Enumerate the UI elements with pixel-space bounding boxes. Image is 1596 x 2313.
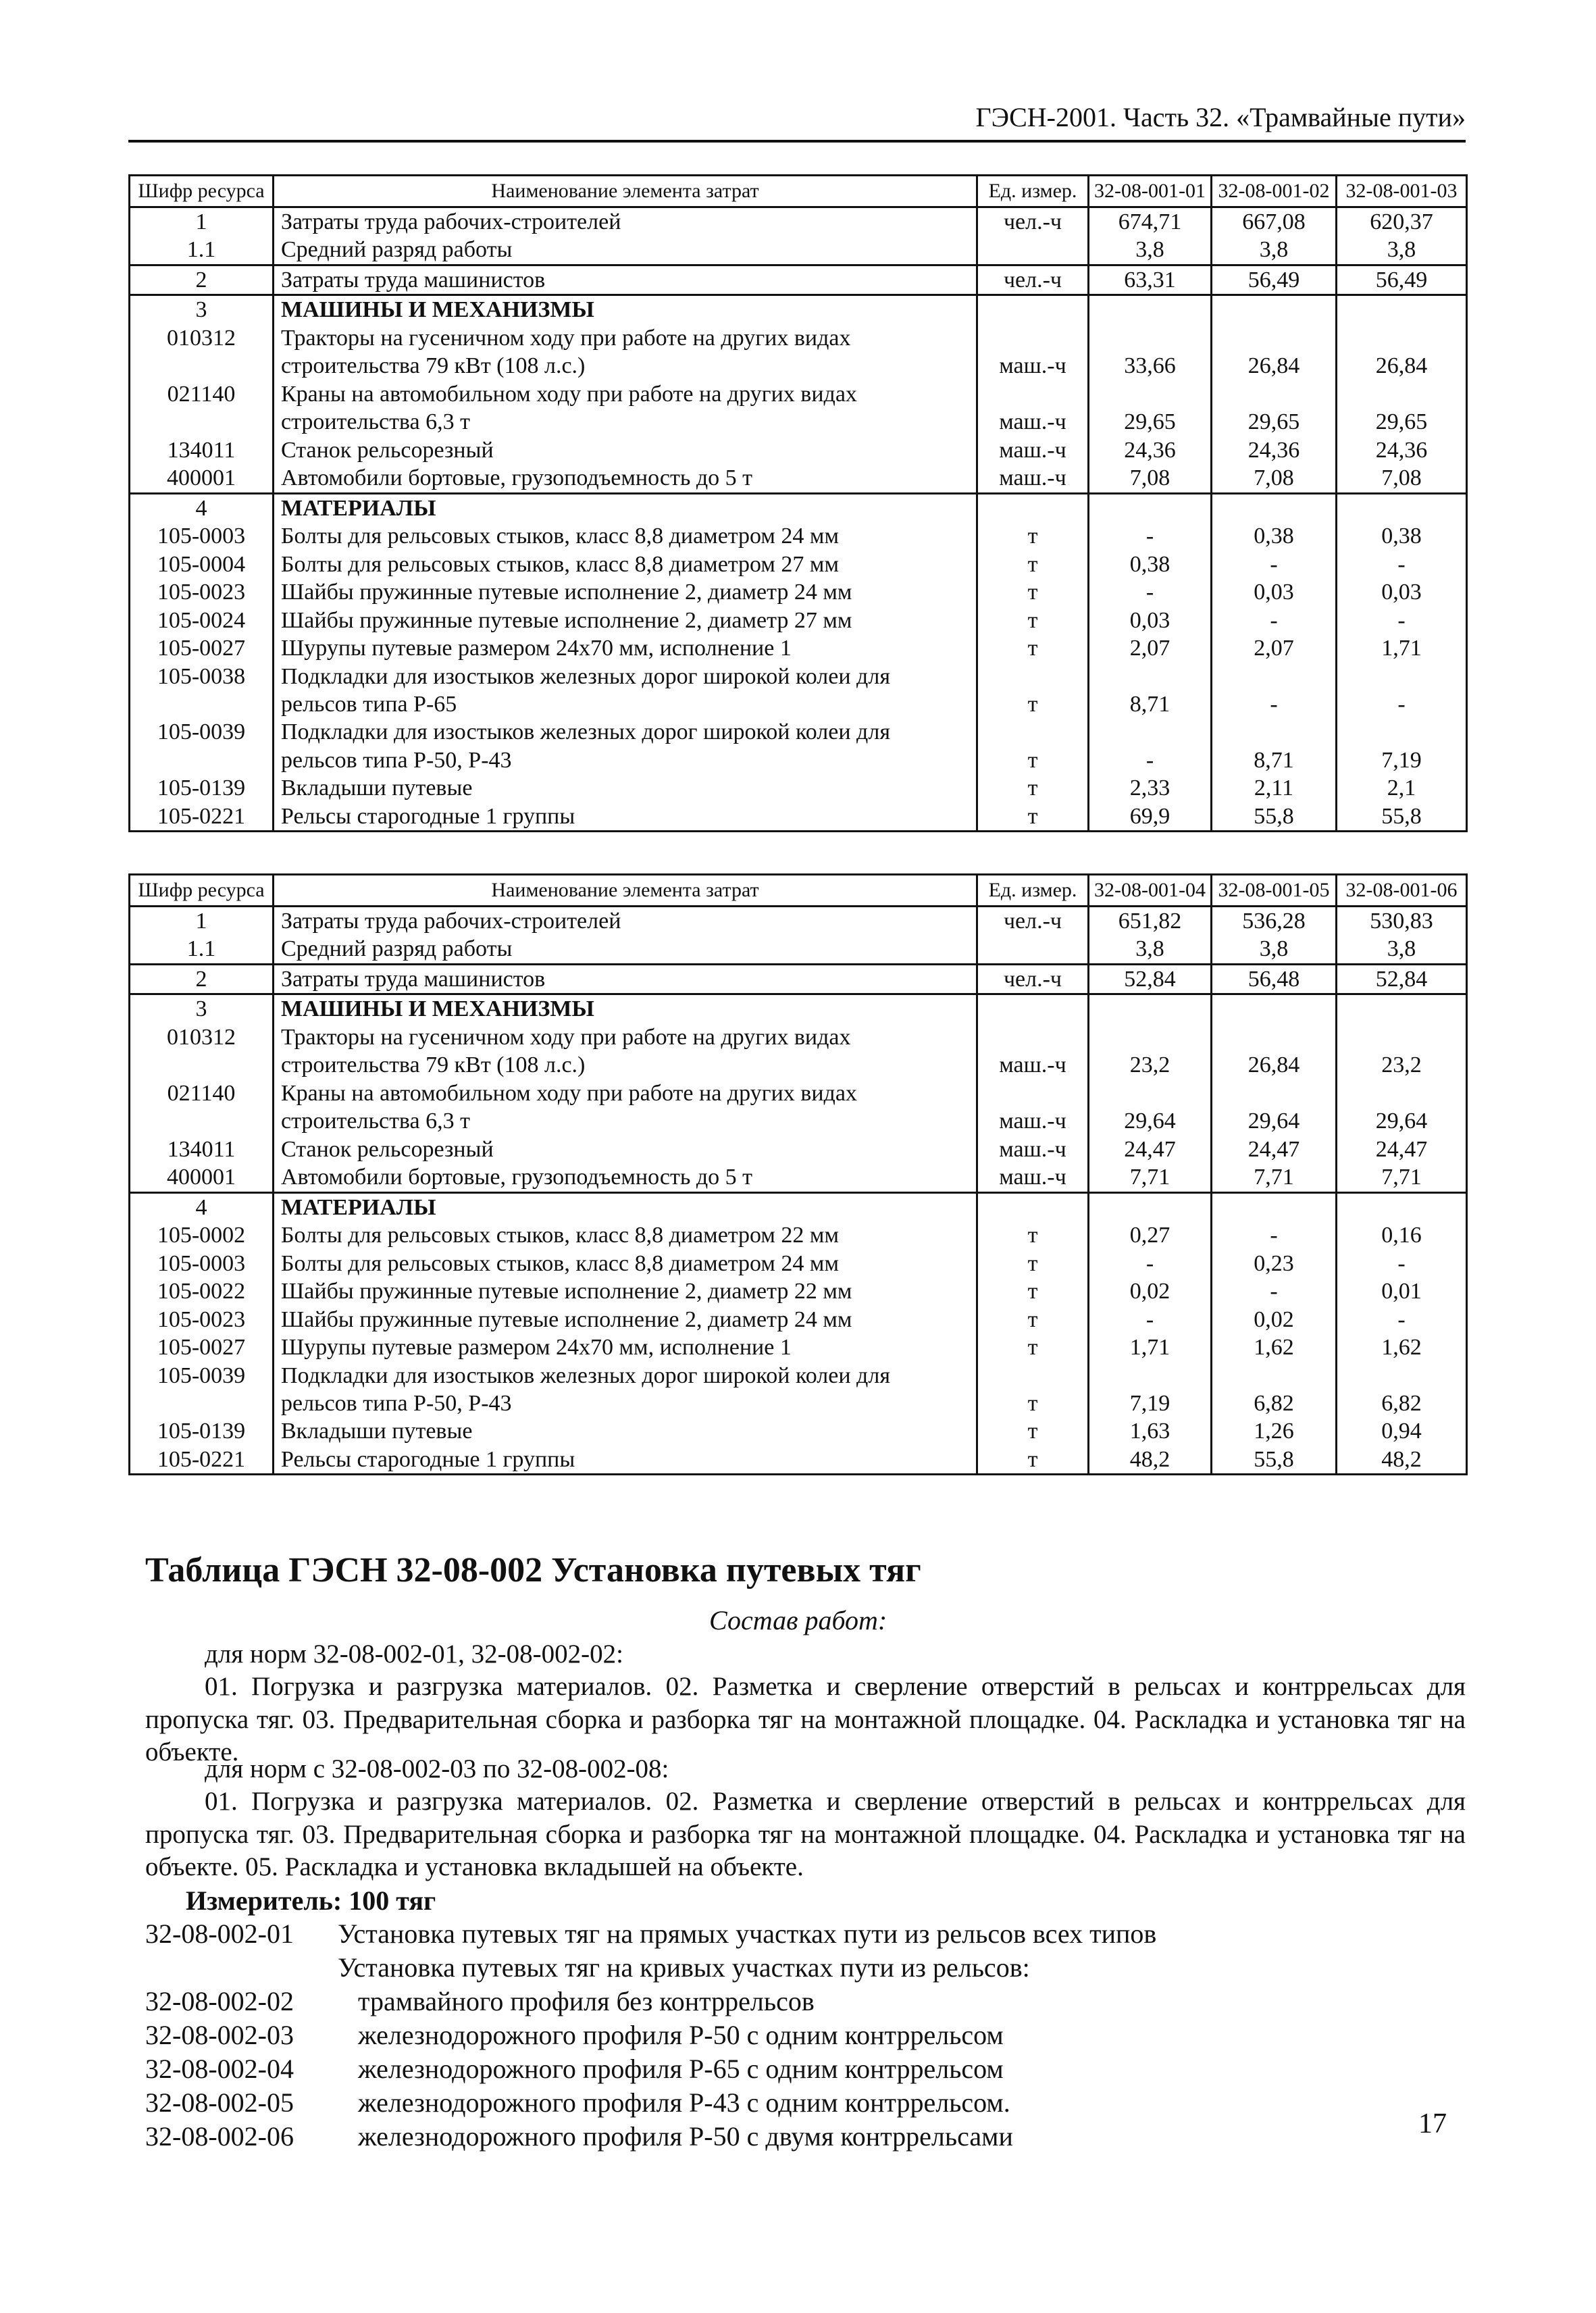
col-norm-header: 32-08-001-04	[1089, 875, 1212, 907]
value-cell: -	[1089, 578, 1212, 606]
value-cell: 7,19	[1089, 1362, 1212, 1418]
resource-name-cell: Болты для рельсовых стыков, класс 8,8 диаметром 22 мм	[274, 1221, 977, 1249]
value-cell: -	[1337, 663, 1467, 719]
norm-code-list	[145, 1917, 1156, 2154]
section-title: Таблица ГЭСН 32-08-002 Установка путевых тяг	[145, 1551, 921, 1590]
value-cell	[1212, 295, 1337, 324]
table-row	[130, 522, 1467, 550]
table-row	[130, 265, 1467, 295]
norm-group-text: 01. Погрузка и разгрузка материалов. 02. Разметка и сверление отверстий в рельсах и контррельсах для пропуска тяг. 03. Предварительная сборка и разборка тяг на монтажной площадке. 04. Раскладка и установка тяг на объекте. 05. Раскладка и установка вкладышей на объекте.	[145, 1787, 1466, 1882]
norm-code: 32-08-002-06	[145, 2121, 294, 2152]
norm-code: 32-08-002-01	[145, 1918, 294, 1949]
resource-code-cell: 134011	[130, 436, 274, 464]
value-cell: 24,47	[1089, 1136, 1212, 1163]
norm-code	[145, 1951, 338, 1985]
resource-name-cell: Затраты труда машинистов	[274, 265, 977, 295]
value-cell: 29,64	[1089, 1079, 1212, 1136]
table-row	[130, 964, 1467, 994]
resource-code-cell: 1.1	[130, 935, 274, 964]
resource-name-cell: Затраты труда рабочих-строителей	[274, 207, 977, 236]
resource-code-cell: 105-0024	[130, 607, 274, 634]
resource-code-cell: 2	[130, 265, 274, 295]
unit-cell: чел.-ч	[977, 265, 1089, 295]
resource-name-cell: Шайбы пружинные путевые исполнение 2, диаметр 24 мм	[274, 578, 977, 606]
resource-name-cell: Шайбы пружинные путевые исполнение 2, диаметр 22 мм	[274, 1277, 977, 1305]
value-cell: 0,38	[1337, 522, 1467, 550]
table-row	[130, 907, 1467, 936]
value-cell: 7,08	[1212, 464, 1337, 493]
table-row	[130, 1417, 1467, 1445]
value-cell	[1337, 1192, 1467, 1221]
resource-table-2	[128, 873, 1468, 1475]
value-cell	[1089, 1192, 1212, 1221]
table-row	[130, 1192, 1467, 1221]
value-cell: 29,64	[1337, 1079, 1467, 1136]
value-cell: 24,47	[1212, 1136, 1337, 1163]
resource-code-cell: 105-0039	[130, 718, 274, 774]
value-cell: 0,03	[1212, 578, 1337, 606]
value-cell: -	[1089, 1306, 1212, 1333]
value-cell: 1,71	[1337, 634, 1467, 662]
resource-code-cell: 105-0023	[130, 1306, 274, 1333]
table-row	[130, 803, 1467, 832]
table-row	[130, 436, 1467, 464]
resource-table-1	[128, 174, 1468, 832]
value-cell: -	[1337, 551, 1467, 578]
col-name-header: Наименование элемента затрат	[274, 875, 977, 907]
value-cell: 3,8	[1337, 935, 1467, 964]
resource-code-cell: 400001	[130, 464, 274, 493]
unit-cell: т	[977, 1221, 1089, 1249]
value-cell: 7,19	[1337, 718, 1467, 774]
value-cell: 23,2	[1089, 1023, 1212, 1079]
value-cell: 1,26	[1212, 1417, 1337, 1445]
table-row	[130, 578, 1467, 606]
value-cell: 0,27	[1089, 1221, 1212, 1249]
resource-code-cell: 4	[130, 493, 274, 522]
value-cell: -	[1337, 1250, 1467, 1277]
table-row	[130, 551, 1467, 578]
value-cell: 29,65	[1337, 380, 1467, 436]
resource-code-cell: 4	[130, 1192, 274, 1221]
header-title: ГЭСН-2001. Часть 32. «Трамвайные пути»	[975, 102, 1466, 132]
resource-code-cell: 105-0022	[130, 1277, 274, 1305]
norm-group-1	[145, 1638, 1466, 1769]
value-cell: 2,1	[1337, 774, 1467, 802]
resource-name-cell: Подкладки для изостыков железных дорог широкой колеи для рельсов типа Р-50, Р-43	[274, 718, 977, 774]
table-row	[130, 634, 1467, 662]
resource-code-cell: 010312	[130, 324, 274, 380]
table-row	[130, 493, 1467, 522]
value-cell: 674,71	[1089, 207, 1212, 236]
unit-cell: т	[977, 803, 1089, 832]
value-cell: 0,38	[1089, 551, 1212, 578]
table-row	[130, 774, 1467, 802]
value-cell	[1089, 493, 1212, 522]
value-cell	[1212, 1192, 1337, 1221]
resource-code-cell: 021140	[130, 1079, 274, 1136]
resource-name-cell: Шурупы путевые размером 24x70 мм, исполнение 1	[274, 1333, 977, 1361]
value-cell: 55,8	[1337, 803, 1467, 832]
unit-cell	[977, 994, 1089, 1023]
resource-code-cell: 105-0004	[130, 551, 274, 578]
value-cell: 0,23	[1212, 1250, 1337, 1277]
section-heading-cell: МАТЕРИАЛЫ	[274, 1192, 977, 1221]
unit-cell: маш.-ч	[977, 380, 1089, 436]
norm-description: железнодорожного профиля Р-50 с двумя контррельсами	[358, 2121, 1013, 2152]
col-unit-header: Ед. измер.	[977, 875, 1089, 907]
value-cell: 7,71	[1089, 1163, 1212, 1192]
unit-cell: маш.-ч	[977, 436, 1089, 464]
section-heading-cell: МАШИНЫ И МЕХАНИЗМЫ	[274, 295, 977, 324]
resource-code-cell: 134011	[130, 1136, 274, 1163]
resource-name-cell: Средний разряд работы	[274, 935, 977, 964]
value-cell: 667,08	[1212, 207, 1337, 236]
resource-code-cell: 3	[130, 295, 274, 324]
unit-cell	[977, 1192, 1089, 1221]
unit-cell: т	[977, 1277, 1089, 1305]
table-row	[130, 324, 1467, 380]
table-header-row	[130, 875, 1467, 907]
value-cell: -	[1089, 1250, 1212, 1277]
value-cell: 0,38	[1212, 522, 1337, 550]
resource-name-cell: Болты для рельсовых стыков, класс 8,8 диаметром 24 мм	[274, 1250, 977, 1277]
table-body	[130, 207, 1467, 832]
value-cell: 0,03	[1337, 578, 1467, 606]
unit-cell: маш.-ч	[977, 1136, 1089, 1163]
value-cell: 0,02	[1212, 1306, 1337, 1333]
table-row	[130, 1306, 1467, 1333]
value-cell: -	[1212, 607, 1337, 634]
value-cell	[1337, 295, 1467, 324]
table-row	[130, 380, 1467, 436]
value-cell: 1,62	[1337, 1333, 1467, 1361]
unit-cell: т	[977, 774, 1089, 802]
value-cell: 3,8	[1089, 236, 1212, 265]
value-cell: 52,84	[1089, 964, 1212, 994]
value-cell: 24,36	[1337, 436, 1467, 464]
norm-group-text: 01. Погрузка и разгрузка материалов. 02. Разметка и сверление отверстий в рельсах и контррельсах для пропуска тяг. 03. Предварительная сборка и разборка тяг на монтажной площадке. 04. Раскладка и установка тяг на объекте.	[145, 1672, 1466, 1767]
table-row	[130, 295, 1467, 324]
value-cell: 8,71	[1212, 718, 1337, 774]
value-cell: 24,36	[1089, 436, 1212, 464]
resource-name-cell: Болты для рельсовых стыков, класс 8,8 диаметром 24 мм	[274, 522, 977, 550]
value-cell: -	[1089, 522, 1212, 550]
resource-name-cell: Станок рельсорезный	[274, 1136, 977, 1163]
value-cell: 0,01	[1337, 1277, 1467, 1305]
resource-code-cell: 105-0139	[130, 774, 274, 802]
value-cell: 2,07	[1089, 634, 1212, 662]
col-unit-header: Ед. измер.	[977, 176, 1089, 207]
value-cell: -	[1337, 1306, 1467, 1333]
resource-name-cell: Рельсы старогодные 1 группы	[274, 803, 977, 832]
unit-cell: маш.-ч	[977, 324, 1089, 380]
value-cell: 3,8	[1337, 236, 1467, 265]
resource-name-cell: Шайбы пружинные путевые исполнение 2, диаметр 27 мм	[274, 607, 977, 634]
resource-name-cell: Шайбы пружинные путевые исполнение 2, диаметр 24 мм	[274, 1306, 977, 1333]
resource-name-cell: Подкладки для изостыков железных дорог широкой колеи для рельсов типа Р-65	[274, 663, 977, 719]
value-cell: 29,65	[1212, 380, 1337, 436]
unit-cell: т	[977, 578, 1089, 606]
norm-code-row	[145, 1917, 1156, 1951]
unit-cell: т	[977, 634, 1089, 662]
value-cell	[1212, 994, 1337, 1023]
unit-cell	[977, 935, 1089, 964]
unit-cell: маш.-ч	[977, 1023, 1089, 1079]
table-row	[130, 994, 1467, 1023]
resource-name-cell: Краны на автомобильном ходу при работе на других видах строительства 6,3 т	[274, 1079, 977, 1136]
value-cell: 2,11	[1212, 774, 1337, 802]
resource-code-cell: 105-0003	[130, 1250, 274, 1277]
resource-code-cell: 105-0039	[130, 1362, 274, 1418]
table-row	[130, 663, 1467, 719]
unit-cell: т	[977, 718, 1089, 774]
page-header	[128, 101, 1466, 143]
value-cell: 536,28	[1212, 907, 1337, 936]
value-cell: 63,31	[1089, 265, 1212, 295]
resource-name-cell: Тракторы на гусеничном ходу при работе на других видах строительства 79 кВт (108 л.с.)	[274, 324, 977, 380]
col-code-header: Шифр ресурса	[130, 875, 274, 907]
resource-code-cell: 010312	[130, 1023, 274, 1079]
resource-name-cell: Средний разряд работы	[274, 236, 977, 265]
norm-group-label: для норм с 32-08-002-03 по 32-08-002-08:	[205, 1754, 669, 1783]
table-row	[130, 1136, 1467, 1163]
unit-cell	[977, 236, 1089, 265]
unit-cell: т	[977, 1446, 1089, 1475]
norm-code: 32-08-002-03	[145, 2020, 294, 2050]
table-row	[130, 1277, 1467, 1305]
resource-code-cell: 105-0221	[130, 1446, 274, 1475]
col-norm-header: 32-08-001-03	[1337, 176, 1467, 207]
norm-description: железнодорожного профиля Р-50 с одним контррельсом	[358, 2020, 1004, 2050]
value-cell	[1089, 994, 1212, 1023]
table-row	[130, 464, 1467, 493]
table-row	[130, 1163, 1467, 1192]
unit-cell: т	[977, 551, 1089, 578]
table-row	[130, 607, 1467, 634]
norm-code-row	[145, 2052, 1156, 2086]
unit-cell: маш.-ч	[977, 1163, 1089, 1192]
resource-name-cell: Подкладки для изостыков железных дорог широкой колеи для рельсов типа Р-50, Р-43	[274, 1362, 977, 1418]
table-row	[130, 1362, 1467, 1418]
resource-name-cell: Затраты труда рабочих-строителей	[274, 907, 977, 936]
value-cell: 8,71	[1089, 663, 1212, 719]
value-cell: 2,33	[1089, 774, 1212, 802]
value-cell: 55,8	[1212, 1446, 1337, 1475]
table-row	[130, 1333, 1467, 1361]
value-cell: 24,47	[1337, 1136, 1467, 1163]
value-cell: 7,71	[1337, 1163, 1467, 1192]
value-cell: 52,84	[1337, 964, 1467, 994]
norm-code: 32-08-002-02	[145, 1986, 294, 2016]
value-cell	[1337, 493, 1467, 522]
col-norm-header: 32-08-001-02	[1212, 176, 1337, 207]
value-cell: 69,9	[1089, 803, 1212, 832]
value-cell: 620,37	[1337, 207, 1467, 236]
value-cell: 56,49	[1212, 265, 1337, 295]
resource-name-cell: Автомобили бортовые, грузоподъемность до 5 т	[274, 1163, 977, 1192]
value-cell: 0,16	[1337, 1221, 1467, 1249]
resource-name-cell: Краны на автомобильном ходу при работе на других видах строительства 6,3 т	[274, 380, 977, 436]
unit-cell: т	[977, 663, 1089, 719]
norm-code-row	[145, 2018, 1156, 2052]
norm-description: железнодорожного профиля Р-43 с одним контррельсом.	[358, 2087, 1010, 2118]
col-norm-header: 32-08-001-06	[1337, 875, 1467, 907]
table-row	[130, 1446, 1467, 1475]
value-cell: 0,94	[1337, 1417, 1467, 1445]
col-norm-header: 32-08-001-05	[1212, 875, 1337, 907]
value-cell: 6,82	[1337, 1362, 1467, 1418]
norm-description: Установка путевых тяг на прямых участках пути из рельсов всех типов	[338, 1918, 1157, 1949]
unit-cell: чел.-ч	[977, 207, 1089, 236]
resource-code-cell: 1	[130, 207, 274, 236]
unit-cell: маш.-ч	[977, 464, 1089, 493]
work-composition-label: Состав работ:	[709, 1605, 887, 1635]
value-cell: 3,8	[1212, 935, 1337, 964]
unit-cell	[977, 493, 1089, 522]
unit-cell: т	[977, 607, 1089, 634]
resource-code-cell: 105-0002	[130, 1221, 274, 1249]
unit-cell: т	[977, 1306, 1089, 1333]
value-cell: 26,84	[1212, 1023, 1337, 1079]
value-cell: 651,82	[1089, 907, 1212, 936]
unit-cell: т	[977, 522, 1089, 550]
value-cell: 48,2	[1089, 1446, 1212, 1475]
section-heading-cell: МАТЕРИАЛЫ	[274, 493, 977, 522]
table-header-row	[130, 176, 1467, 207]
value-cell: 3,8	[1212, 236, 1337, 265]
value-cell: 24,36	[1212, 436, 1337, 464]
unit-cell	[977, 295, 1089, 324]
norm-code: 32-08-002-04	[145, 2054, 294, 2084]
resource-code-cell: 105-0038	[130, 663, 274, 719]
norm-group-2	[145, 1753, 1466, 1883]
unit-cell: чел.-ч	[977, 964, 1089, 994]
section-heading-cell: МАШИНЫ И МЕХАНИЗМЫ	[274, 994, 977, 1023]
col-name-header: Наименование элемента затрат	[274, 176, 977, 207]
resource-name-cell: Вкладыши путевые	[274, 774, 977, 802]
value-cell: -	[1212, 1277, 1337, 1305]
resource-code-cell: 1.1	[130, 236, 274, 265]
value-cell: 1,62	[1212, 1333, 1337, 1361]
value-cell: 26,84	[1212, 324, 1337, 380]
resource-code-cell: 021140	[130, 380, 274, 436]
table-row	[130, 718, 1467, 774]
resource-code-cell: 105-0003	[130, 522, 274, 550]
value-cell: -	[1212, 1221, 1337, 1249]
value-cell: 7,08	[1089, 464, 1212, 493]
value-cell: 23,2	[1337, 1023, 1467, 1079]
measure-unit: Измеритель: 100 тяг	[186, 1885, 436, 1916]
resource-name-cell: Шурупы путевые размером 24x70 мм, исполнение 1	[274, 634, 977, 662]
value-cell	[1212, 493, 1337, 522]
resource-name-cell: Автомобили бортовые, грузоподъемность до 5 т	[274, 464, 977, 493]
resource-code-cell: 1	[130, 907, 274, 936]
table-row	[130, 207, 1467, 236]
norm-code-row	[145, 2120, 1156, 2154]
value-cell: 56,49	[1337, 265, 1467, 295]
value-cell: 26,84	[1337, 324, 1467, 380]
resource-name-cell: Болты для рельсовых стыков, класс 8,8 диаметром 27 мм	[274, 551, 977, 578]
page-number: 17	[1418, 2108, 1447, 2139]
value-cell: 0,03	[1089, 607, 1212, 634]
unit-cell: т	[977, 1333, 1089, 1361]
norm-description: железнодорожного профиля Р-65 с одним контррельсом	[358, 2054, 1004, 2084]
value-cell: 2,07	[1212, 634, 1337, 662]
table-row	[130, 1250, 1467, 1277]
value-cell: 55,8	[1212, 803, 1337, 832]
resource-name-cell: Станок рельсорезный	[274, 436, 977, 464]
value-cell: -	[1337, 607, 1467, 634]
value-cell: 1,71	[1089, 1333, 1212, 1361]
unit-cell: маш.-ч	[977, 1079, 1089, 1136]
value-cell: 3,8	[1089, 935, 1212, 964]
resource-code-cell: 105-0027	[130, 634, 274, 662]
value-cell	[1337, 994, 1467, 1023]
value-cell: 56,48	[1212, 964, 1337, 994]
resource-code-cell: 400001	[130, 1163, 274, 1192]
resource-name-cell: Затраты труда машинистов	[274, 964, 977, 994]
value-cell: 530,83	[1337, 907, 1467, 936]
resource-code-cell: 3	[130, 994, 274, 1023]
resource-code-cell: 105-0221	[130, 803, 274, 832]
norm-code-row	[145, 1985, 1156, 2018]
norm-code-row	[145, 1951, 1156, 1985]
norm-code: 32-08-002-05	[145, 2087, 294, 2118]
value-cell: 0,02	[1089, 1277, 1212, 1305]
unit-cell: т	[977, 1417, 1089, 1445]
unit-cell: т	[977, 1250, 1089, 1277]
norm-group-label: для норм 32-08-002-01, 32-08-002-02:	[205, 1640, 623, 1669]
resource-name-cell: Рельсы старогодные 1 группы	[274, 1446, 977, 1475]
value-cell: 33,66	[1089, 324, 1212, 380]
unit-cell: чел.-ч	[977, 907, 1089, 936]
value-cell: -	[1089, 718, 1212, 774]
resource-code-cell: 105-0139	[130, 1417, 274, 1445]
resource-name-cell: Вкладыши путевые	[274, 1417, 977, 1445]
value-cell: 1,63	[1089, 1417, 1212, 1445]
table-row	[130, 1079, 1467, 1136]
col-code-header: Шифр ресурса	[130, 176, 274, 207]
resource-code-cell: 2	[130, 964, 274, 994]
resource-name-cell: Тракторы на гусеничном ходу при работе на других видах строительства 79 кВт (108 л.с.)	[274, 1023, 977, 1079]
norm-description: трамвайного профиля без контррельсов	[358, 1986, 815, 2016]
table-row	[130, 1221, 1467, 1249]
value-cell: 6,82	[1212, 1362, 1337, 1418]
value-cell: 29,65	[1089, 380, 1212, 436]
value-cell	[1089, 295, 1212, 324]
value-cell: 7,08	[1337, 464, 1467, 493]
value-cell: -	[1212, 663, 1337, 719]
value-cell: 29,64	[1212, 1079, 1337, 1136]
value-cell: -	[1212, 551, 1337, 578]
norm-code-row	[145, 2086, 1156, 2120]
value-cell: 48,2	[1337, 1446, 1467, 1475]
col-norm-header: 32-08-001-01	[1089, 176, 1212, 207]
norm-description: Установка путевых тяг на кривых участках пути из рельсов:	[338, 1952, 1030, 1983]
resource-code-cell: 105-0023	[130, 578, 274, 606]
resource-code-cell: 105-0027	[130, 1333, 274, 1361]
unit-cell: т	[977, 1362, 1089, 1418]
table-body	[130, 907, 1467, 1475]
value-cell: 7,71	[1212, 1163, 1337, 1192]
table-row	[130, 1023, 1467, 1079]
table-row	[130, 236, 1467, 265]
table-row	[130, 935, 1467, 964]
